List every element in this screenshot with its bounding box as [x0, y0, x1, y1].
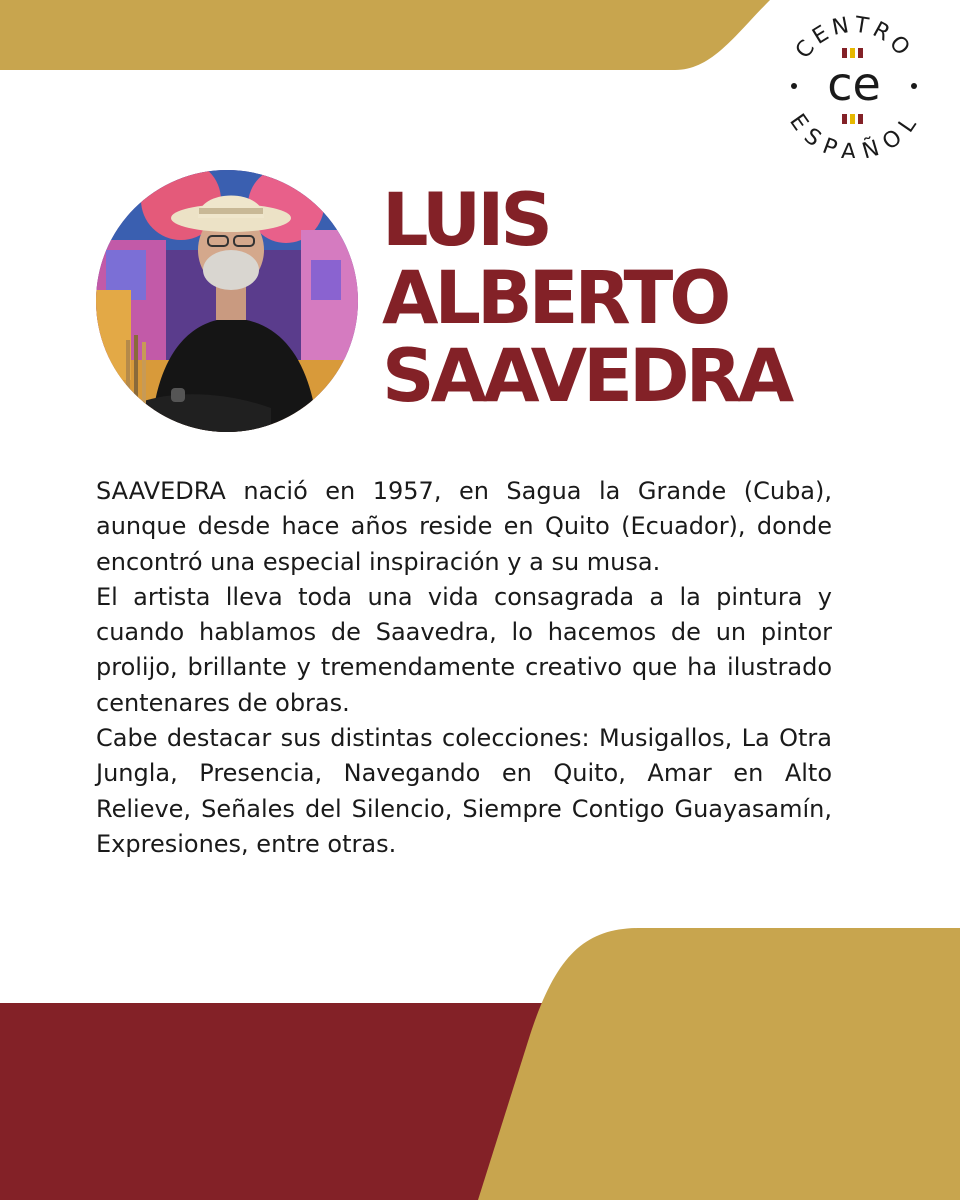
logo-monogram: ce [827, 57, 881, 111]
bottom-gold-curve [478, 928, 960, 1200]
bio-paragraph-2: El artista lleva toda una vida consagrada a la pintura y cuando hablamos de Saavedra, lo hacemos de un pintor prolijo, brillante y tremendamente creativo que ha ilustrado centenares de obras. [96, 582, 832, 717]
top-gold-band [0, 0, 770, 70]
artist-name [382, 178, 791, 419]
artist-portrait [96, 170, 358, 432]
bio-paragraph-1: SAAVEDRA nació en 1957, en Sagua la Grande (Cuba), aunque desde hace años reside en Quito (Ecuador), donde encontró una especial inspiración y a su musa. [96, 477, 832, 576]
centro-espanol-logo [782, 14, 926, 158]
bio-paragraph-3: Cabe destacar sus distintas colecciones: Musigallos, La Otra Jungla, Presencia, Navegando en Quito, Amar en Alto Relieve, Señales del Silencio, Siempre Contigo Guayasamín, Expresiones, entre otras. [96, 724, 832, 858]
name-line-3: SAAVEDRA [382, 334, 791, 419]
name-line-2: ALBERTO [382, 256, 728, 341]
logo-top-text: CENTRO [790, 14, 917, 64]
biography [96, 474, 832, 862]
name-line-1: LUIS [382, 178, 549, 263]
logo-bottom-text: ESPAÑOL [784, 109, 925, 158]
